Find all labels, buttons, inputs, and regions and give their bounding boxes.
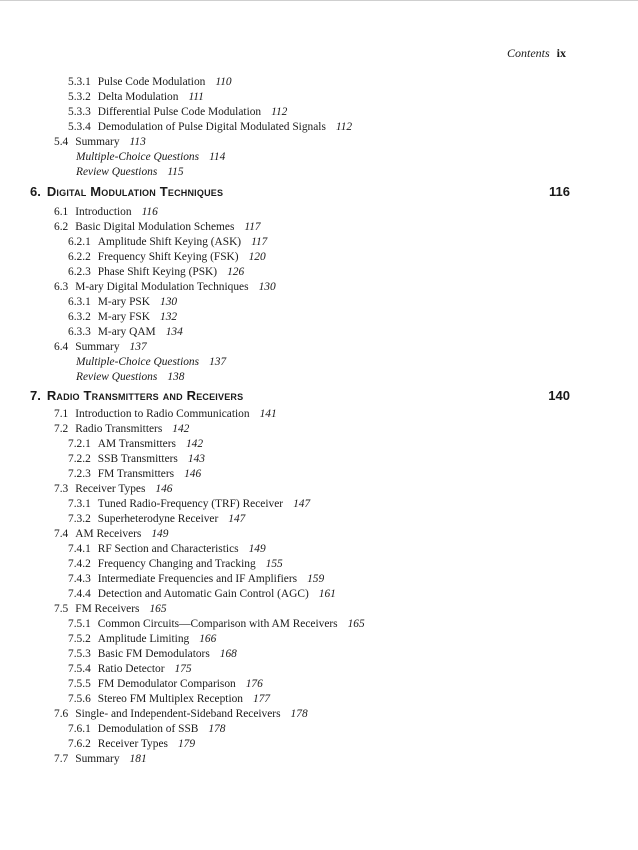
entry-title: FM Transmitters bbox=[97, 468, 175, 480]
entry-title: Frequency Changing and Tracking bbox=[97, 558, 256, 570]
entry-page-number: 126 bbox=[227, 266, 245, 278]
subsection-entry bbox=[68, 75, 232, 89]
entry-title: Delta Modulation bbox=[97, 91, 179, 103]
entry-page-number: 130 bbox=[258, 281, 276, 293]
subsection-entry bbox=[68, 90, 204, 104]
entry-page-number: 115 bbox=[167, 166, 184, 178]
entry-number: 7.5 bbox=[54, 603, 69, 615]
entry-title: M-ary PSK bbox=[97, 296, 150, 308]
chapter-number: 7. bbox=[30, 388, 41, 403]
entry-page-number: 130 bbox=[160, 296, 178, 308]
entry-title: SSB Transmitters bbox=[97, 453, 178, 465]
entry-title: FM Receivers bbox=[75, 603, 140, 615]
entry-number: 7.6.1 bbox=[68, 723, 91, 735]
entry-title: Amplitude Shift Keying (ASK) bbox=[97, 236, 242, 248]
entry-number: 7.5.4 bbox=[68, 663, 91, 675]
entry-page-number: 149 bbox=[248, 543, 266, 555]
entry-page-number: 178 bbox=[290, 708, 308, 720]
entry-number: 7.2.1 bbox=[68, 438, 91, 450]
entry-page-number: 116 bbox=[141, 206, 158, 218]
subsection-entry bbox=[68, 265, 244, 279]
chapter-heading bbox=[30, 183, 570, 201]
entry-number: 7.5.6 bbox=[68, 693, 91, 705]
subsection-entry bbox=[68, 497, 310, 511]
entry-page-number: 132 bbox=[160, 311, 178, 323]
entry-title: Intermediate Frequencies and IF Amplifiers bbox=[97, 573, 298, 585]
entry-title: Single- and Independent-Sideband Receivers bbox=[75, 708, 281, 720]
subsection-entry bbox=[68, 632, 216, 646]
entry-title: Introduction bbox=[75, 206, 132, 218]
entry-title: Receiver Types bbox=[97, 738, 168, 750]
entry-title: M-ary QAM bbox=[97, 326, 156, 338]
entry-page-number: 110 bbox=[215, 76, 232, 88]
subsection-entry bbox=[68, 310, 177, 324]
subsection-entry bbox=[68, 662, 192, 676]
entry-title: Review Questions bbox=[76, 166, 158, 178]
section-entry bbox=[54, 205, 158, 219]
entry-page-number: 177 bbox=[253, 693, 271, 705]
subsection-entry bbox=[68, 325, 183, 339]
running-head-title: Contents bbox=[506, 46, 550, 60]
running-head-page-number: ix bbox=[556, 46, 566, 60]
entry-title: Review Questions bbox=[76, 371, 158, 383]
entry-number: 7.6 bbox=[54, 708, 69, 720]
entry-page-number: 165 bbox=[347, 618, 365, 630]
entry-page-number: 117 bbox=[251, 236, 268, 248]
subsection-entry bbox=[68, 437, 203, 451]
entry-page-number: 161 bbox=[318, 588, 336, 600]
entry-page-number: 114 bbox=[209, 151, 226, 163]
entry-number: 6.3.3 bbox=[68, 326, 91, 338]
section-entry bbox=[54, 135, 146, 149]
entry-title: M-ary FSK bbox=[97, 311, 150, 323]
entry-page-number: 120 bbox=[248, 251, 266, 263]
subsection-entry bbox=[68, 692, 270, 706]
entry-number: 5.4 bbox=[54, 136, 69, 148]
entry-page-number: 141 bbox=[259, 408, 277, 420]
entry-page-number: 149 bbox=[151, 528, 169, 540]
chapter-heading bbox=[30, 387, 570, 405]
entry-title: Basic FM Demodulators bbox=[97, 648, 210, 660]
entry-page-number: 176 bbox=[245, 678, 263, 690]
entry-title: Receiver Types bbox=[75, 483, 146, 495]
subsection-entry bbox=[68, 120, 352, 134]
entry-title: Phase Shift Keying (PSK) bbox=[97, 266, 218, 278]
entry-title: Multiple-Choice Questions bbox=[76, 151, 200, 163]
section-entry bbox=[54, 527, 168, 541]
entry-number: 5.3.4 bbox=[68, 121, 91, 133]
end-matter-entry bbox=[76, 150, 225, 164]
running-head bbox=[507, 46, 566, 61]
entry-page-number: 138 bbox=[167, 371, 185, 383]
entry-page-number: 166 bbox=[199, 633, 217, 645]
entry-page-number: 155 bbox=[265, 558, 283, 570]
subsection-entry bbox=[68, 452, 205, 466]
entry-page-number: 146 bbox=[155, 483, 173, 495]
entry-page-number: 165 bbox=[149, 603, 167, 615]
entry-number: 5.3.3 bbox=[68, 106, 91, 118]
entry-title: Multiple-Choice Questions bbox=[76, 356, 200, 368]
entry-page-number: 113 bbox=[129, 136, 146, 148]
subsection-entry bbox=[68, 572, 324, 586]
subsection-entry bbox=[68, 722, 226, 736]
entry-title: Summary bbox=[75, 753, 120, 765]
chapter-title: Digital Modulation Techniques bbox=[46, 184, 224, 199]
entry-title: Introduction to Radio Communication bbox=[75, 408, 250, 420]
entry-number: 7.3.1 bbox=[68, 498, 91, 510]
entry-page-number: 142 bbox=[172, 423, 190, 435]
entry-number: 7.5.2 bbox=[68, 633, 91, 645]
entry-number: 6.2.1 bbox=[68, 236, 91, 248]
section-entry bbox=[54, 482, 173, 496]
entry-title: Demodulation of SSB bbox=[97, 723, 199, 735]
entry-number: 7.2.2 bbox=[68, 453, 91, 465]
subsection-entry bbox=[68, 235, 267, 249]
section-entry bbox=[54, 707, 308, 721]
entry-title: Tuned Radio-Frequency (TRF) Receiver bbox=[97, 498, 284, 510]
entry-page-number: 142 bbox=[185, 438, 204, 450]
entry-number: 6.2.3 bbox=[68, 266, 91, 278]
chapter-page-number: 116 bbox=[549, 184, 570, 199]
subsection-entry bbox=[68, 542, 266, 556]
section-entry bbox=[54, 752, 147, 766]
entry-title: Stereo FM Multiplex Reception bbox=[97, 693, 243, 705]
entry-title: Frequency Shift Keying (FSK) bbox=[97, 251, 239, 263]
entry-title: Demodulation of Pulse Digital Modulated Signals bbox=[97, 121, 326, 133]
section-entry bbox=[54, 422, 189, 436]
subsection-entry bbox=[68, 512, 245, 526]
entry-number: 6.4 bbox=[54, 341, 69, 353]
entry-page-number: 137 bbox=[129, 341, 147, 353]
entry-number: 7.6.2 bbox=[68, 738, 91, 750]
entry-page-number: 143 bbox=[187, 453, 205, 465]
entry-page-number: 146 bbox=[184, 468, 202, 480]
subsection-entry bbox=[68, 295, 177, 309]
entry-number: 7.2.3 bbox=[68, 468, 91, 480]
end-matter-entry bbox=[76, 370, 184, 384]
subsection-entry bbox=[68, 737, 195, 751]
section-entry bbox=[54, 407, 277, 421]
entry-number: 7.4.3 bbox=[68, 573, 91, 585]
entry-page-number: 179 bbox=[177, 738, 196, 750]
entry-page-number: 181 bbox=[129, 753, 147, 765]
entry-page-number: 159 bbox=[307, 573, 325, 585]
entry-number: 7.3.2 bbox=[68, 513, 91, 525]
subsection-entry bbox=[68, 250, 266, 264]
entry-title: Summary bbox=[75, 136, 120, 148]
subsection-entry bbox=[68, 677, 263, 691]
section-entry bbox=[54, 220, 261, 234]
entry-page-number: 111 bbox=[188, 91, 204, 103]
entry-title: Superheterodyne Receiver bbox=[97, 513, 219, 525]
section-entry bbox=[54, 280, 276, 294]
entry-title: Summary bbox=[75, 341, 120, 353]
chapter-title: Radio Transmitters and Receivers bbox=[46, 388, 244, 403]
entry-number: 6.3.2 bbox=[68, 311, 91, 323]
entry-title: Pulse Code Modulation bbox=[97, 76, 206, 88]
entry-page-number: 112 bbox=[271, 106, 288, 118]
entry-number: 6.2.2 bbox=[68, 251, 91, 263]
entry-number: 5.3.2 bbox=[68, 91, 91, 103]
chapter-number: 6. bbox=[30, 184, 41, 199]
entry-number: 7.4.4 bbox=[68, 588, 91, 600]
entry-title: M-ary Digital Modulation Techniques bbox=[75, 281, 249, 293]
entry-number: 7.2 bbox=[54, 423, 69, 435]
entry-page-number: 112 bbox=[335, 121, 353, 133]
chapter-page-number: 140 bbox=[548, 388, 570, 403]
entry-title: Radio Transmitters bbox=[75, 423, 163, 435]
entry-title: Common Circuits—Comparison with AM Receivers bbox=[97, 618, 338, 630]
end-matter-entry bbox=[76, 165, 184, 179]
entry-title: Detection and Automatic Gain Control (AGC) bbox=[97, 588, 309, 600]
entry-number: 7.7 bbox=[54, 753, 69, 765]
entry-page-number: 175 bbox=[174, 663, 192, 675]
entry-number: 7.5.1 bbox=[68, 618, 91, 630]
entry-title: AM Transmitters bbox=[97, 438, 176, 450]
entry-number: 6.1 bbox=[54, 206, 69, 218]
subsection-entry bbox=[68, 587, 336, 601]
top-border bbox=[0, 0, 638, 1]
entry-number: 6.2 bbox=[54, 221, 69, 233]
entry-number: 5.3.1 bbox=[68, 76, 91, 88]
entry-page-number: 147 bbox=[293, 498, 311, 510]
subsection-entry bbox=[68, 557, 283, 571]
entry-title: Amplitude Limiting bbox=[97, 633, 190, 645]
entry-number: 7.4.1 bbox=[68, 543, 91, 555]
entry-page-number: 178 bbox=[208, 723, 226, 735]
section-entry bbox=[54, 602, 167, 616]
entry-page-number: 117 bbox=[244, 221, 261, 233]
entry-title: RF Section and Characteristics bbox=[97, 543, 239, 555]
entry-number: 7.4 bbox=[54, 528, 69, 540]
entry-number: 7.5.5 bbox=[68, 678, 91, 690]
entry-title: AM Receivers bbox=[75, 528, 142, 540]
subsection-entry bbox=[68, 617, 365, 631]
entry-title: FM Demodulator Comparison bbox=[97, 678, 236, 690]
subsection-entry bbox=[68, 647, 237, 661]
entry-title: Basic Digital Modulation Schemes bbox=[75, 221, 235, 233]
entry-number: 7.3 bbox=[54, 483, 69, 495]
entry-number: 6.3 bbox=[54, 281, 69, 293]
section-entry bbox=[54, 340, 147, 354]
entry-page-number: 147 bbox=[228, 513, 246, 525]
entry-title: Ratio Detector bbox=[97, 663, 165, 675]
subsection-entry bbox=[68, 467, 201, 481]
entry-title: Differential Pulse Code Modulation bbox=[97, 106, 262, 118]
subsection-entry bbox=[68, 105, 287, 119]
entry-number: 6.3.1 bbox=[68, 296, 91, 308]
entry-page-number: 168 bbox=[219, 648, 237, 660]
entry-number: 7.4.2 bbox=[68, 558, 91, 570]
end-matter-entry bbox=[76, 355, 226, 369]
entry-number: 7.1 bbox=[54, 408, 69, 420]
entry-page-number: 137 bbox=[209, 356, 227, 368]
entry-number: 7.5.3 bbox=[68, 648, 91, 660]
entry-page-number: 134 bbox=[165, 326, 183, 338]
